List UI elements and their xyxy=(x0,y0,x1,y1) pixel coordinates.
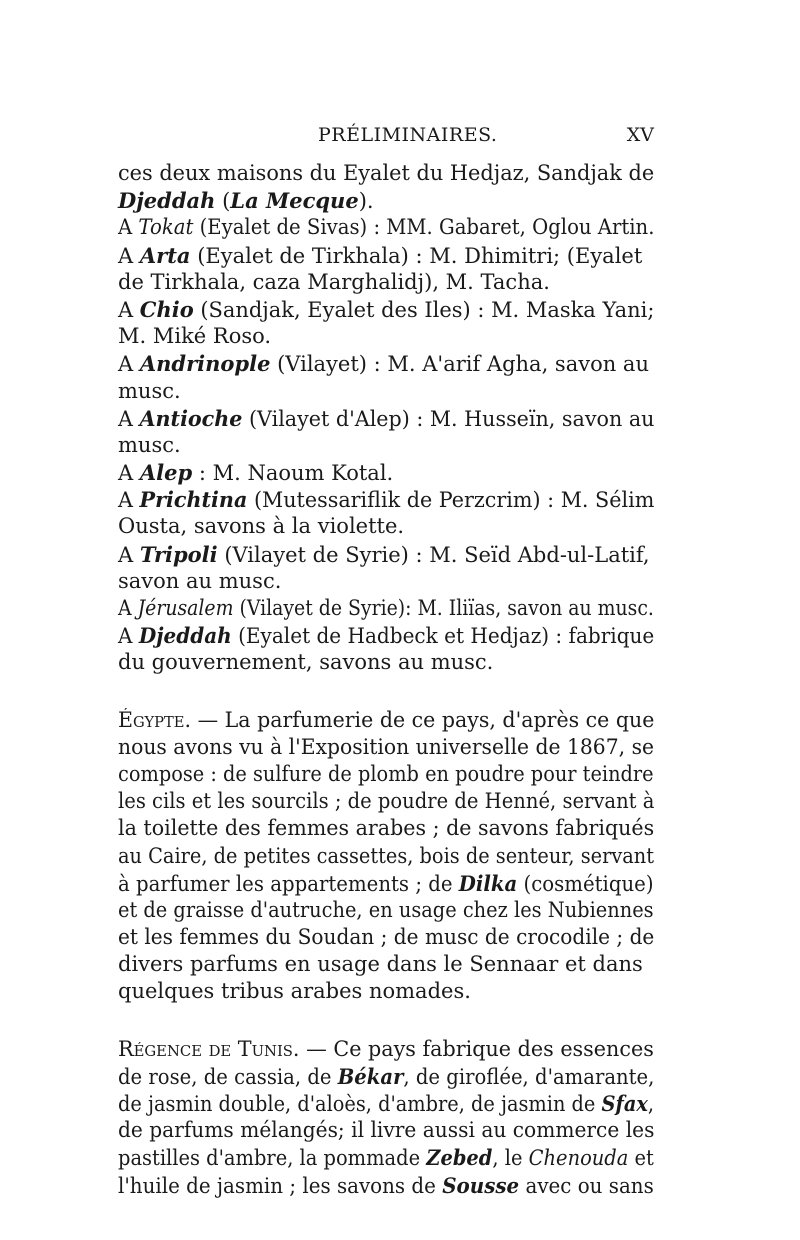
text-segment: A xyxy=(118,488,140,513)
text-segment: (Eyalet de Tirkhala) : M. Dhimitri; (Eyalet xyxy=(190,243,643,268)
text-line xyxy=(118,459,654,486)
text-line xyxy=(118,815,655,842)
text-segment: (cosmétique) xyxy=(517,871,654,896)
page-body-text xyxy=(118,160,654,1199)
text-segment: Tokat xyxy=(138,215,194,240)
text-segment: et de graisse d'autruche, en usage chez les Nubiennes xyxy=(118,897,654,922)
text-line xyxy=(118,897,654,924)
text-line xyxy=(118,405,655,432)
text-line xyxy=(118,1117,655,1144)
text-segment: A xyxy=(118,542,140,567)
text-segment: de rose, de cassia, de xyxy=(118,1064,338,1089)
text-segment: avec ou sans xyxy=(519,1173,654,1198)
text-segment: A xyxy=(118,461,140,486)
text-segment: musc. xyxy=(118,378,181,403)
text-segment: Chenouda xyxy=(528,1146,629,1171)
text-line xyxy=(118,1144,654,1171)
text-line xyxy=(118,734,655,761)
text-line xyxy=(118,1063,655,1090)
text-line xyxy=(118,541,654,568)
text-line xyxy=(118,870,654,897)
text-segment: quelques tribus arabes nomades. xyxy=(118,979,471,1004)
text-segment: Dilka xyxy=(458,870,518,896)
text-line xyxy=(118,1090,655,1117)
text-line xyxy=(118,378,654,405)
text-segment: à parfumer les appartements ; de xyxy=(118,871,459,896)
text-segment: ces deux maisons du Eyalet du Hedjaz, Sandjak de xyxy=(118,161,655,185)
text-segment: savon au musc. xyxy=(118,568,282,593)
text-segment: A xyxy=(118,624,139,649)
text-segment: de parfums mélangés; il livre aussi au commerce les xyxy=(118,1118,655,1143)
text-segment: A xyxy=(118,406,140,431)
text-line xyxy=(118,269,654,296)
text-segment: Jérusalem xyxy=(137,596,234,620)
text-line xyxy=(118,1036,654,1063)
text-line xyxy=(118,323,654,350)
text-line xyxy=(118,486,655,513)
page-number: XV xyxy=(626,124,654,146)
text-segment: Arta xyxy=(139,242,191,268)
text-segment: (Vilayet de Syrie) : M. Seïd Abd-ul-Latif, xyxy=(217,542,650,567)
text-segment: — La parfumerie de ce pays, d'après ce que xyxy=(191,707,655,732)
text-line xyxy=(118,513,654,540)
text-segment: Ousta, savons à la violette. xyxy=(118,514,405,539)
text-segment: Alep xyxy=(139,460,193,486)
text-line xyxy=(118,707,655,734)
text-line xyxy=(118,160,655,187)
text-segment: , le xyxy=(492,1146,529,1171)
text-segment: de jasmin double, d'aloès, d'ambre, de jasmin de xyxy=(118,1092,602,1116)
text-segment: (Sandjak, Eyalet des Iles) : M. Maska Yani; xyxy=(193,297,655,322)
text-segment: Égypte. xyxy=(118,707,192,732)
text-segment: les cils et les sourcils ; de poudre de Henné, servant à xyxy=(118,789,655,814)
text-segment: , de giroflée, d'amarante, xyxy=(403,1064,655,1089)
text-line xyxy=(118,568,654,595)
text-segment: A xyxy=(118,596,138,620)
text-segment: A xyxy=(118,243,140,268)
text-segment: (Eyalet de Sivas) : MM. Gabaret, Oglou Artin. xyxy=(193,215,655,240)
text-line xyxy=(118,978,654,1005)
text-segment: du gouvernement, savons au musc. xyxy=(118,650,494,675)
text-segment: ( xyxy=(215,189,231,214)
paragraph-gap xyxy=(118,1006,654,1036)
text-segment: La Mecque xyxy=(230,188,359,214)
text-segment: (Mutessariflik de Perzcrim) : M. Sélim xyxy=(247,488,655,513)
text-line xyxy=(118,350,654,377)
text-line xyxy=(118,924,655,951)
text-line xyxy=(118,843,655,870)
text-segment: et xyxy=(628,1146,654,1171)
text-segment: Chio xyxy=(139,296,194,322)
text-segment: et les femmes du Soudan ; de musc de crocodile ; de xyxy=(118,925,655,950)
text-line xyxy=(118,649,654,676)
text-line xyxy=(118,187,654,214)
text-segment: compose : de sulfure de plomb en poudre pour teindre xyxy=(118,761,654,786)
text-line xyxy=(118,951,654,978)
text-segment: Tripoli xyxy=(139,541,218,567)
text-line xyxy=(118,242,654,269)
text-segment: Zebed xyxy=(426,1145,493,1171)
text-line xyxy=(118,622,655,649)
text-segment: nous avons vu à l'Exposition universelle de 1867, se xyxy=(118,734,655,759)
text-segment: Sousse xyxy=(442,1172,520,1198)
text-segment: Andrinople xyxy=(139,351,271,377)
running-title: PRÉLIMINAIRES. xyxy=(318,124,498,146)
text-segment: pastilles d'ambre, la pommade xyxy=(118,1146,427,1171)
text-line xyxy=(118,761,654,788)
text-segment: (Eyalet de Hadbeck et Hedjaz) : fabrique xyxy=(231,624,655,649)
text-segment: divers parfums en usage dans le Sennaar et dans xyxy=(118,952,643,977)
text-segment: ). xyxy=(358,189,374,214)
text-segment: — Ce pays fabrique des essences xyxy=(299,1036,654,1061)
text-segment: Djeddah xyxy=(118,188,216,214)
text-segment: : M. Naoum Kotal. xyxy=(192,461,394,486)
text-line xyxy=(118,214,655,241)
text-segment: A xyxy=(118,352,140,377)
text-segment: , xyxy=(647,1092,655,1116)
text-segment: A xyxy=(118,215,139,240)
text-segment: (Vilayet d'Alep) : M. Husseïn, savon au xyxy=(242,406,655,431)
text-segment: musc. xyxy=(118,432,181,457)
text-line xyxy=(118,595,654,622)
text-segment: Régence de Tunis. xyxy=(118,1036,300,1061)
text-segment: Djeddah xyxy=(138,623,232,649)
text-segment: (Vilayet) : M. A'arif Agha, savon au xyxy=(270,352,649,377)
text-segment: A xyxy=(118,297,140,322)
text-segment: Prichtina xyxy=(139,487,248,513)
text-line xyxy=(118,296,653,323)
text-segment: au Caire, de petites cassettes, bois de senteur, servant xyxy=(118,843,655,868)
text-segment: Antioche xyxy=(139,405,243,431)
page-header xyxy=(118,124,654,154)
paragraph-gap xyxy=(118,677,654,707)
text-line xyxy=(118,1172,654,1199)
text-segment: la toilette des femmes arabes ; de savons fabriqués xyxy=(118,816,655,841)
text-line xyxy=(118,432,654,459)
text-segment: M. Miké Roso. xyxy=(118,324,272,349)
text-line xyxy=(118,788,655,815)
text-segment: l'huile de jasmin ; les savons de xyxy=(118,1173,443,1198)
text-segment: (Vilayet de Syrie): M. Iliïas, savon au musc. xyxy=(233,596,654,620)
text-segment: Békar xyxy=(337,1063,404,1089)
text-segment: de Tirkhala, caza Marghalidj), M. Tacha. xyxy=(118,269,550,294)
text-segment: Sfax xyxy=(601,1091,648,1116)
